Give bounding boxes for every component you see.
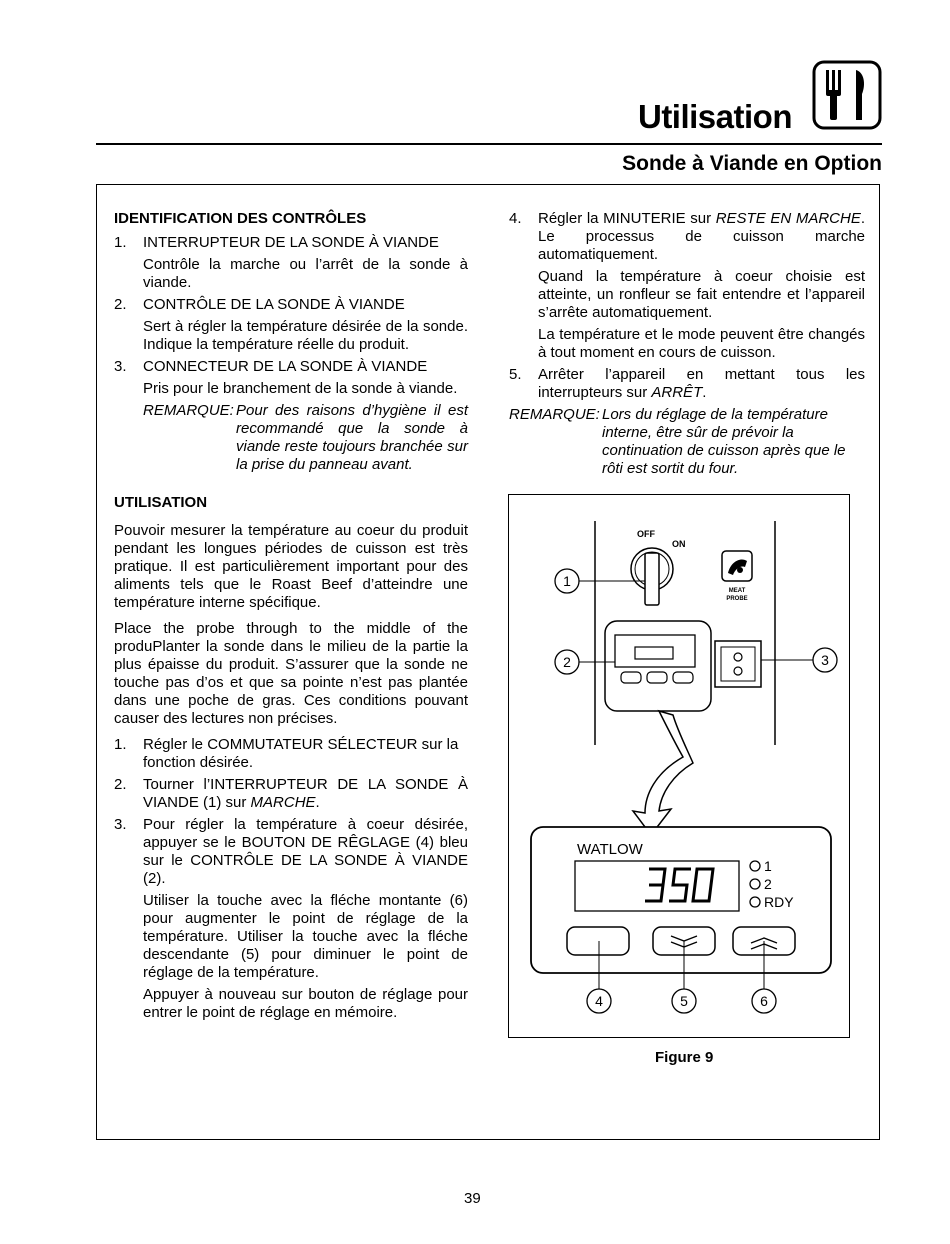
- section-subtitle: Sonde à Viande en Option: [622, 152, 882, 175]
- svg-text:4: 4: [595, 993, 603, 1009]
- svg-text:1: 1: [563, 573, 571, 589]
- item-description: Pris pour le branchement de la sonde à viande.: [143, 380, 458, 397]
- temperature-note: [509, 406, 865, 478]
- probe-label-probe: PROBE: [726, 596, 748, 602]
- probe-controller-small: [605, 621, 711, 711]
- svg-text:2: 2: [563, 654, 571, 670]
- switch-off-label: OFF: [637, 529, 655, 539]
- callout-6: [752, 989, 776, 1013]
- svg-text:3: 3: [821, 652, 829, 668]
- svg-text:6: 6: [760, 993, 768, 1009]
- step-text-pre: Tourner l’INTERRUPTEUR DE LA SONDE À VIANDE (1) sur: [143, 776, 468, 811]
- list-item: [114, 358, 468, 376]
- note-text: Lors du réglage de la température interne, être sûr de prévoir la continuation de cuisson après que le rôti est sortit du four.: [602, 406, 846, 477]
- meat-probe-icon: [722, 551, 752, 602]
- watlow-brand: WATLOW: [577, 841, 643, 858]
- item-label: INTERRUPTEUR DE LA SONDE À VIANDE: [143, 234, 439, 251]
- step-text: [538, 366, 865, 402]
- led-1-label: 1: [764, 858, 772, 874]
- step-subtext: Quand la température à coeur choisie est atteinte, un ronfleur se fait entendre et l’appareil s’arrête automatiquement.: [538, 268, 865, 321]
- fork-knife-icon: [812, 60, 882, 135]
- figure-caption: Figure 9: [655, 1049, 714, 1066]
- step-item: [114, 816, 468, 888]
- step-item: [509, 366, 865, 402]
- step-text: Régler le COMMUTATEUR SÉLECTEUR sur la fonction désirée.: [143, 736, 459, 771]
- step-subtext: Utiliser la touche avec la fléche montante (6) pour augmenter le point de réglage de la température. Utiliser la touche avec la fléche descendante (5) pour diminuer le point de réglage de la température.: [143, 892, 468, 981]
- switch-on-label: ON: [672, 539, 686, 549]
- step-item: [114, 736, 468, 772]
- page-number: 39: [464, 1190, 481, 1207]
- led-rdy-label: RDY: [764, 894, 794, 910]
- step-number: 3.: [114, 816, 127, 833]
- callout-2: [555, 650, 579, 674]
- callout-5: [672, 989, 696, 1013]
- step-text-post: .: [702, 384, 707, 401]
- item-number: 1.: [114, 234, 127, 251]
- callout-4: [587, 989, 611, 1013]
- heading-utilisation: UTILISATION: [114, 494, 208, 511]
- step-text-pre: Régler la MINUTERIE sur: [538, 210, 716, 227]
- step-number: 4.: [509, 210, 522, 227]
- figure-9-diagram: [508, 494, 850, 1038]
- left-column: [114, 210, 468, 1026]
- step-text-em: ARRÊT: [651, 384, 703, 401]
- step-text: Pour régler la température à coeur désirée, appuyer se le BOUTON DE RÊGLAGE (4) bleu sur le CONTRÔLE DE LA SONDE À VIANDE (2).: [143, 816, 468, 887]
- heading-identification: IDENTIFICATION DES CONTRÔLES: [114, 210, 367, 227]
- item-label: CONNECTEUR DE LA SONDE À VIANDE: [143, 358, 428, 375]
- right-column: [509, 210, 865, 482]
- step-item: [114, 776, 468, 812]
- step-subtext: Appuyer à nouveau sur bouton de réglage pour entrer le point de réglage en mémoire.: [143, 986, 468, 1021]
- item-label: CONTRÔLE DE LA SONDE À VIANDE: [143, 296, 405, 313]
- step-text-post: .: [315, 794, 320, 811]
- step-text-post: . Le processus de cuisson marche automatiquement.: [538, 210, 865, 263]
- note-label: REMARQUE:: [509, 406, 600, 423]
- probe-label-meat: MEAT: [728, 588, 746, 594]
- paragraph: Pouvoir mesurer la température au coeur du produit pendant les longues périodes de cuisson est très pratique. Il est particulièrement important pour des aliments tels que le Roast Beef d’atteindre une température interne spécifique.: [114, 522, 468, 611]
- step-item: [509, 210, 865, 264]
- step-text-em: MARCHE: [250, 794, 316, 811]
- probe-connector: [715, 641, 761, 687]
- callout-1: [555, 569, 579, 593]
- list-item: [114, 296, 468, 314]
- hygiene-note: [143, 402, 468, 474]
- note-text: Pour des raisons d’hygiène il est recommandé que la sonde à viande reste toujours branchée sur la prise du panneau avant.: [236, 402, 468, 473]
- step-number: 1.: [114, 736, 127, 753]
- svg-text:5: 5: [680, 993, 688, 1009]
- item-description: Contrôle la marche ou l’arrêt de la sonde à viande.: [143, 256, 468, 291]
- set-button[interactable]: [567, 927, 629, 955]
- step-text-pre: Arrêter l’appareil en mettant tous les interrupteurs sur: [538, 366, 865, 401]
- step-subtext: La température et le mode peuvent être changés à tout moment en cours de cuisson.: [538, 326, 865, 361]
- led-2-label: 2: [764, 876, 772, 892]
- header-rule: [96, 143, 882, 145]
- step-text-em: RESTE EN MARCHE: [715, 210, 861, 227]
- page-title: Utilisation: [637, 98, 792, 135]
- callout-3: [813, 648, 837, 672]
- step-number: 2.: [114, 776, 127, 793]
- paragraph: Place the probe through to the middle of the produPlanter la sonde dans le milieu de la partie la plus épaisse du produit. S’assurer que la sonde ne touche pas d’os et que sa pointe n’est pas plantée dans une poche de gras. Ces conditions pouvant causer des lectures non précises.: [114, 620, 468, 727]
- item-number: 2.: [114, 296, 127, 313]
- step-text: [143, 776, 468, 812]
- step-number: 5.: [509, 366, 522, 383]
- note-label: REMARQUE:: [143, 402, 234, 419]
- probe-switch: [631, 529, 686, 605]
- item-description: Sert à régler la température désirée de la sonde. Indique la température réelle du produit.: [143, 318, 468, 353]
- display-value: 350: [510, 496, 512, 497]
- list-item: [114, 234, 468, 252]
- step-text: [538, 210, 865, 264]
- item-number: 3.: [114, 358, 127, 375]
